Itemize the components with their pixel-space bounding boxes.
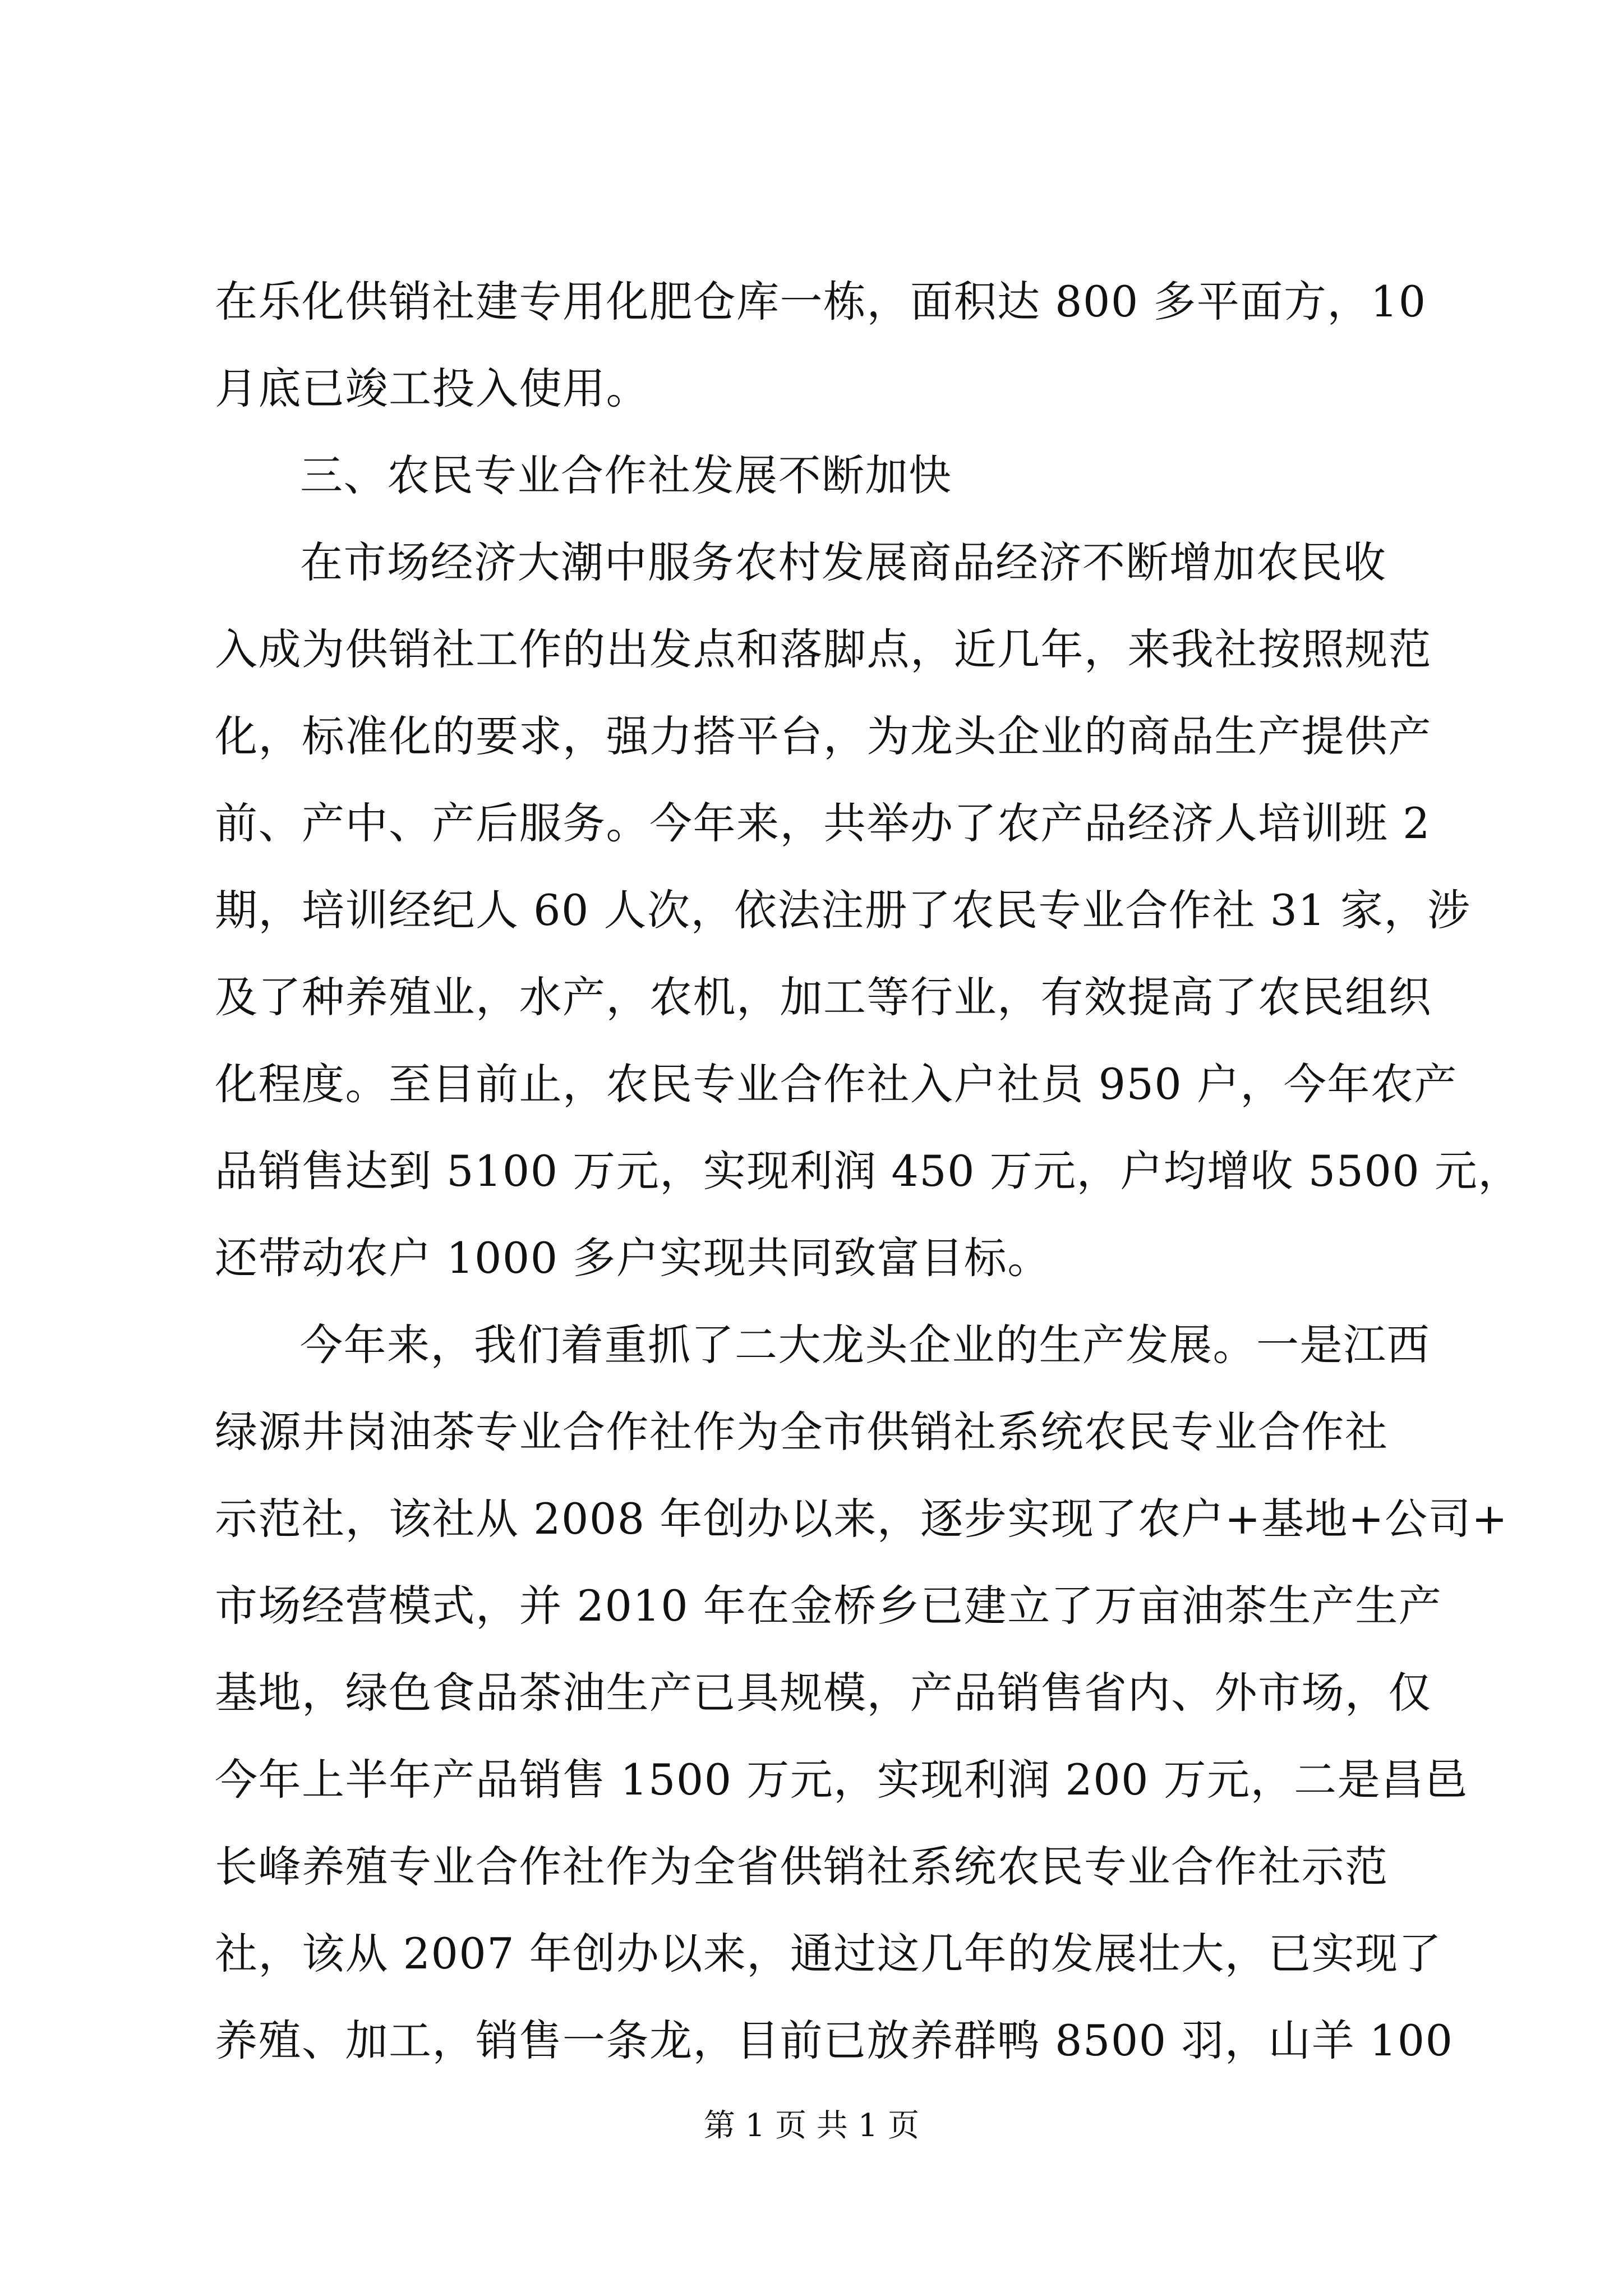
document-body [215,258,1521,2084]
text-line: 示范社，该社从 2008 年创办以来，逐步实现了农户+基地+公司+ [215,1494,1509,1544]
text-line: 今年来，我们着重抓了二大龙头企业的生产发展。一是江西 [300,1320,1430,1370]
text-line: 化，标准化的要求，强力搭平台，为龙头企业的商品生产提供产 [215,711,1432,761]
text-line: 长峰养殖专业合作社作为全省供销社系统农民专业合作社示范 [215,1842,1389,1892]
text-line: 月底已竣工投入使用。 [215,364,649,413]
section-heading: 三、农民专业合作社发展不断加快 [300,450,952,500]
text-line: 及了种养殖业，水产，农机，加工等行业，有效提高了农民组织 [215,972,1432,1022]
text-line: 绿源井岗油茶专业合作社作为全市供销社系统农民专业合作社 [215,1407,1389,1457]
text-line: 入成为供销社工作的出发点和落脚点，近几年，来我社按照规范 [215,624,1432,674]
text-line: 养殖、加工，销售一条龙，目前已放养群鸭 8500 羽，山羊 100 [215,2016,1454,2065]
text-line: 化程度。至目前止，农民专业合作社入户社员 950 户，今年农产 [215,1059,1458,1109]
text-line: 还带动农户 1000 多户实现共同致富目标。 [215,1233,1051,1283]
text-line: 期，培训经纪人 60 人次，依法注册了农民专业合作社 31 家，涉 [215,885,1471,935]
text-line: 今年上半年产品销售 1500 万元，实现利润 200 万元，二是昌邑 [215,1755,1468,1805]
text-line: 市场经营模式，并 2010 年在金桥乡已建立了万亩油茶生产生产 [215,1581,1442,1631]
text-line: 在市场经济大潮中服务农村发展商品经济不断增加农民收 [300,537,1387,587]
text-line: 前、产中、产后服务。今年来，共举办了农产品经济人培训班 2 [215,798,1431,848]
text-line: 基地，绿色食品茶油生产已具规模，产品销售省内、外市场，仅 [215,1668,1432,1718]
text-line: 在乐化供销社建专用化肥仓库一栋，面积达 800 多平面方，10 [215,277,1427,326]
text-line: 社，该从 2007 年创办以来，通过这几年的发展壮大，已实现了 [215,1929,1442,1978]
page-number-footer: 第 1 页 共 1 页 [703,2108,920,2144]
text-line: 品销售达到 5100 万元，实现利润 450 万元，户均增收 5500 元， [215,1146,1521,1196]
